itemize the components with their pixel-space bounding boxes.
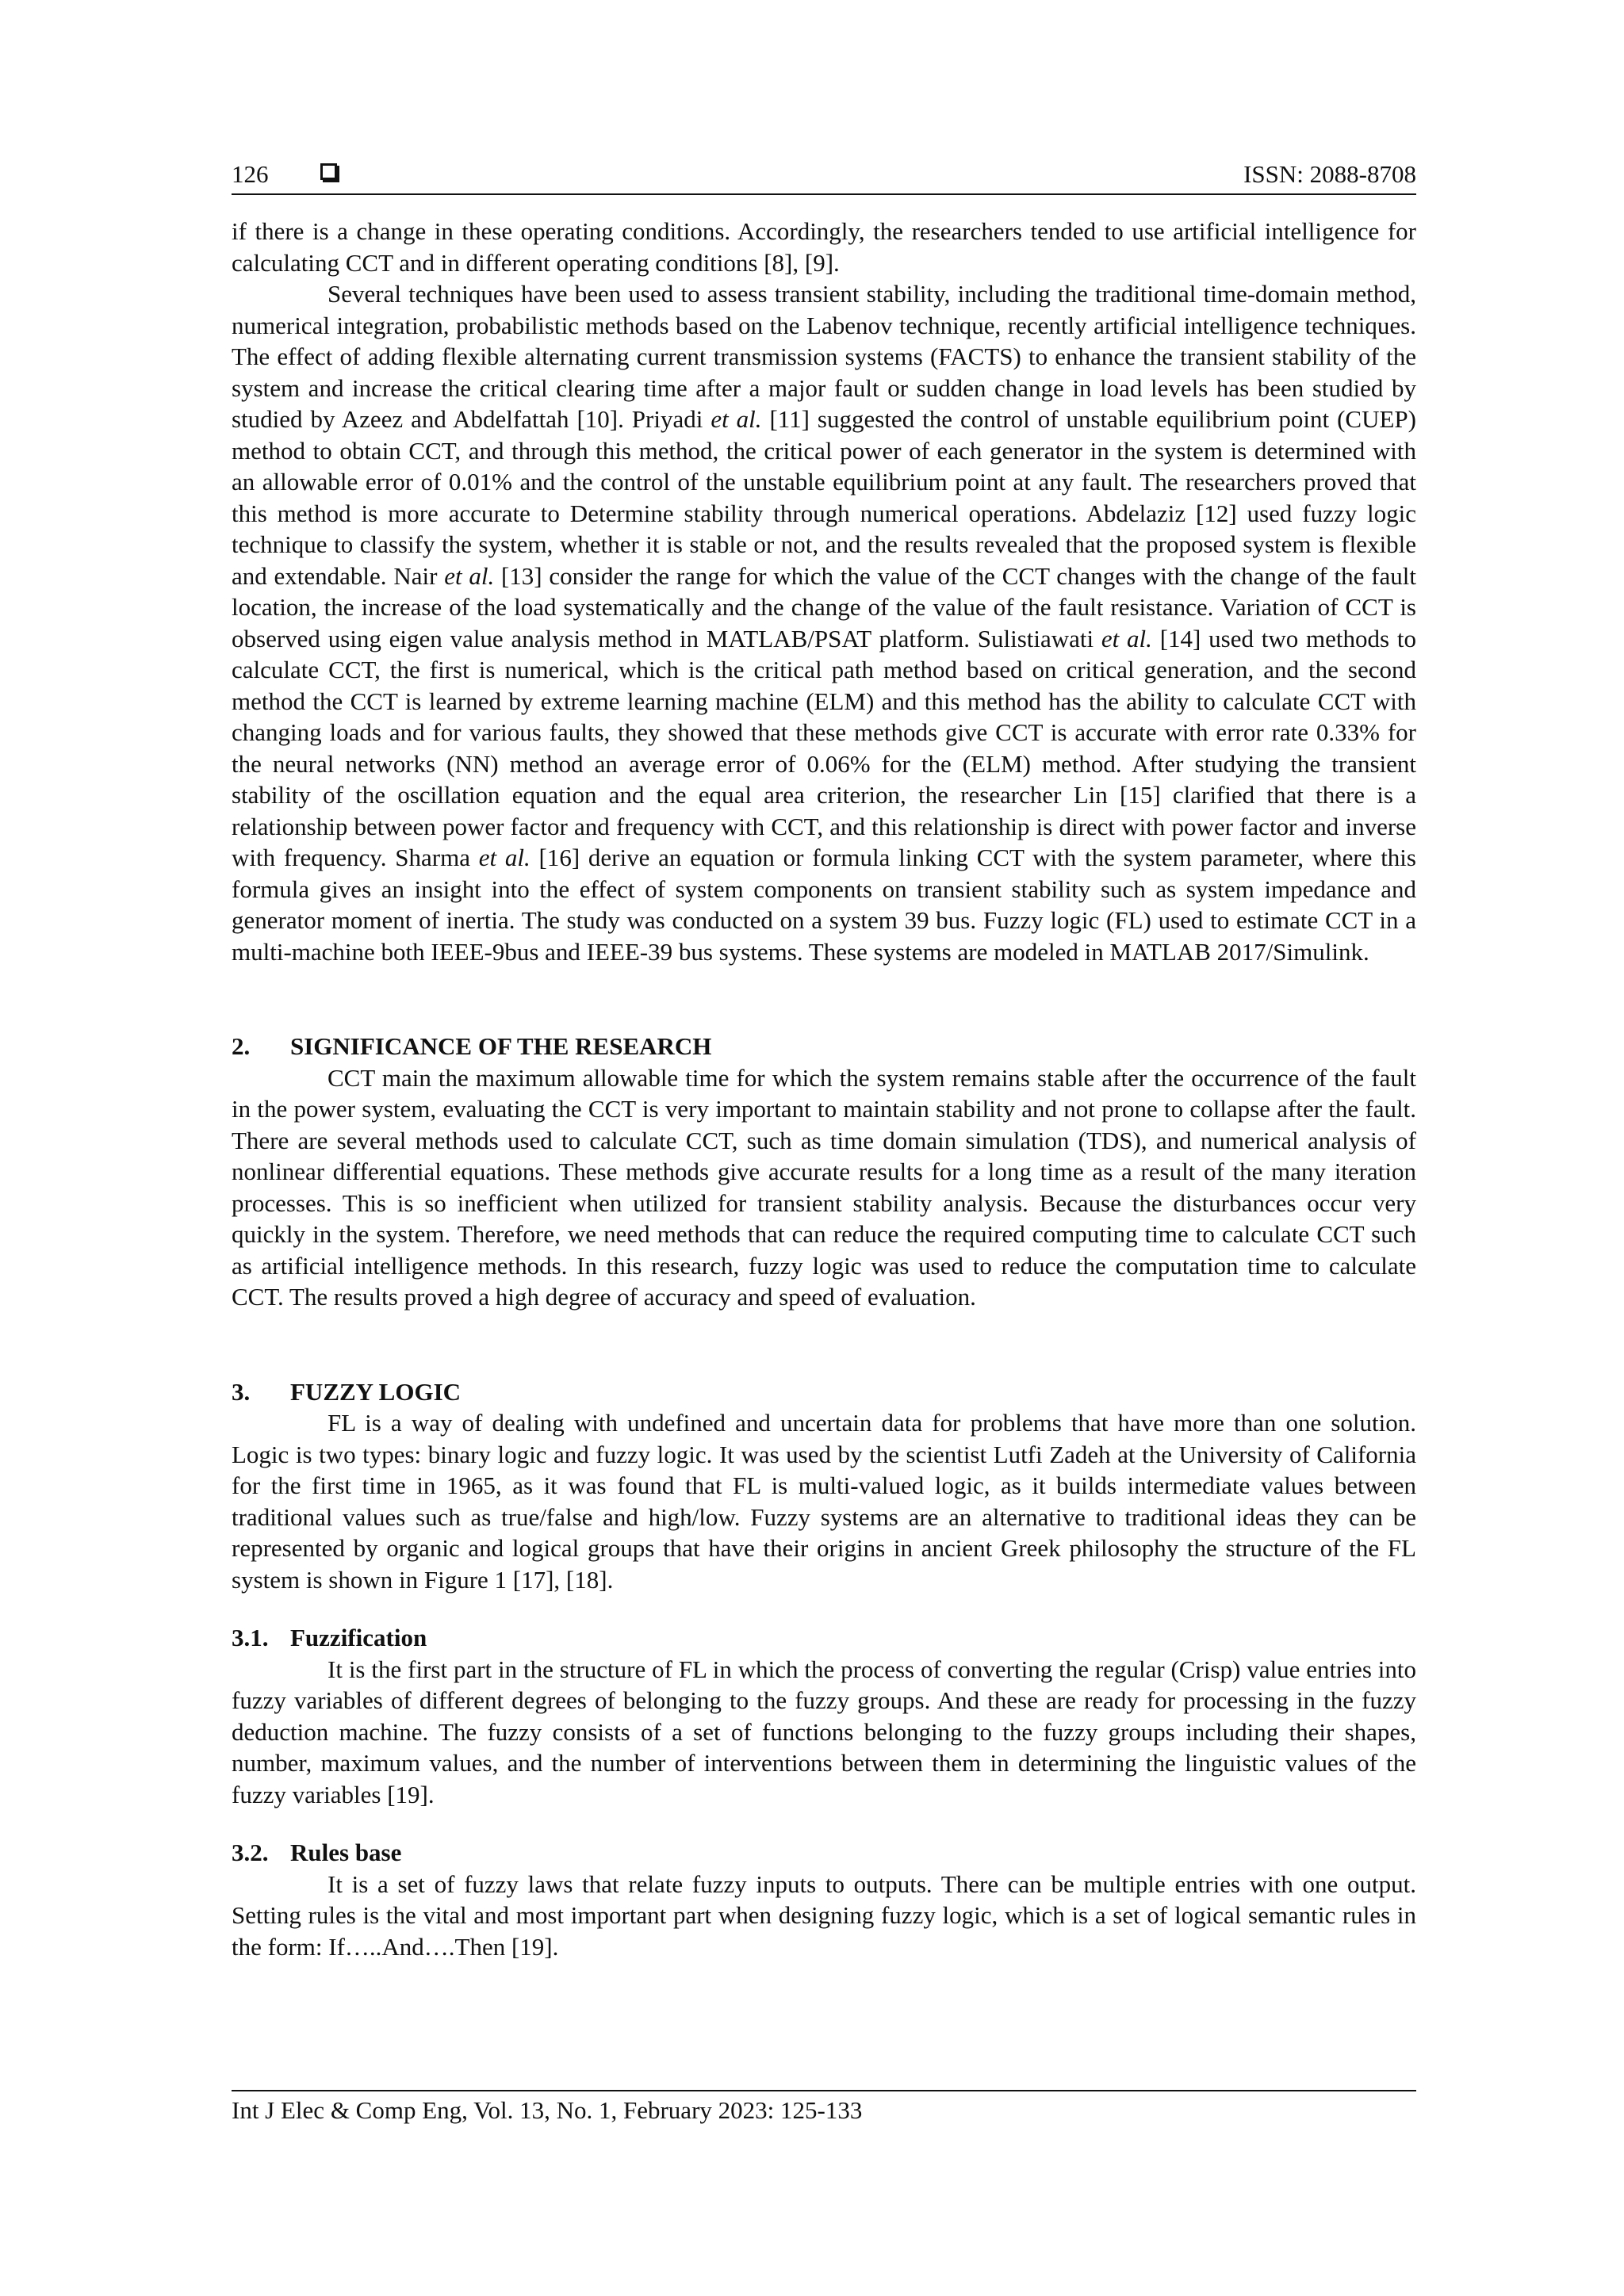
- subsection-number: 3.1.: [232, 1624, 269, 1651]
- page-footer: Int J Elec & Comp Eng, Vol. 13, No. 1, February 2023: 125-133: [232, 2096, 863, 2124]
- intro-paragraph-2: [232, 278, 1416, 967]
- checkbox-square-icon: [320, 163, 337, 180]
- text-run: [16] derive an equation or formula linking CCT with the system parameter, where this formula gives an insight into the effect of system components on transient stability such as system impedance and generator moment of inertia. The study was conducted on a system 39 bus. Fuzzy logic (FL) used to estimate CCT in a multi-machine both IEEE-9bus and IEEE-39 bus systems. These systems are modeled in MATLAB 2017/Simulink.: [232, 844, 1416, 966]
- header-rule: [232, 193, 1416, 195]
- section-title: SIGNIFICANCE OF THE RESEARCH: [290, 1032, 712, 1060]
- italic-et-al: et al.: [478, 844, 530, 871]
- section-title: FUZZY LOGIC: [290, 1377, 462, 1406]
- text-run: [14] used two methods to calculate CCT, the first is numerical, which is the critical path method based on critical generation, and the second method the CCT is learned by extreme learning machine (ELM) and this method has the ability to calculate CCT with changing loads and for various faults, they showed that these methods give CCT is accurate with error rate 0.33% for the neural networks (NN) method an average error of 0.06% for the (ELM) method. After studying the transient stability of the oscillation equation and the equal area criterion, the researcher Lin [15] clarified that there is a relationship between power factor and frequency with CCT, and this relationship is direct with power factor and inverse with frequency. Sharma: [232, 624, 1416, 871]
- text-run: [11] suggested the control of unstable equilibrium point (CUEP) method to obtain CCT, and through this method, the critical power of each generator in the system is determined with an allowable error of 0.01% and the control of the unstable equilibrium point at any fault. The researchers proved that this method is more accurate to Determine stability through numerical operations. Abdelaziz [12] used fuzzy logic technique to classify the system, whether it is stable or not, and the results revealed that the proposed system is flexible and extendable. Nair: [232, 405, 1416, 590]
- subsection-3-2-heading: [232, 1837, 1416, 1869]
- issn-label: ISSN: 2088-8708: [1243, 160, 1416, 188]
- article-body: [232, 216, 1416, 1962]
- subsection-title: Fuzzification: [290, 1624, 427, 1651]
- intro-paragraph-1: if there is a change in these operating conditions. Accordingly, the researchers tended to use artificial intelligence for calculating CCT and in different operating conditions [8], [9].: [232, 217, 1416, 277]
- subsection-3-1-heading: [232, 1622, 1416, 1654]
- subsection-3-1-paragraph: It is the first part in the structure of FL in which the process of converting the regular (Crisp) value entries into fuzzy variables of different degrees of belonging to the fuzzy groups. And these are ready for processing in the fuzzy deduction machine. The fuzzy consists of a set of functions belonging to the fuzzy groups including their shapes, number, maximum values, and the number of interventions between them in determining the linguistic values of the fuzzy variables [19].: [232, 1655, 1416, 1808]
- section-number: 3.: [232, 1377, 251, 1406]
- footer-rule: [232, 2090, 1416, 2091]
- subsection-title: Rules base: [290, 1839, 402, 1866]
- italic-et-al: et al.: [444, 561, 495, 590]
- subsection-number: 3.2.: [232, 1839, 269, 1866]
- section-number: 2.: [232, 1032, 251, 1060]
- subsection-3-2-paragraph: It is a set of fuzzy laws that relate fuzzy inputs to outputs. There can be multiple entries with one output. Setting rules is the vital and most important part when designing fuzzy logic, which is a set of logical semantic rules in the form: If…..And….Then [19].: [232, 1869, 1416, 1961]
- text-run: Several techniques have been used to assess transient stability, including the traditional time-domain method, numerical integration, probabilistic methods based on the Labenov technique, recently artificial intelligence techniques. The effect of adding flexible alternating current transmission systems (FACTS) to enhance the transient stability of the system and increase the critical clearing time after a major fault or sudden change in load levels has been studied by studied by Azeez and Abdelfattah [10]. Priyadi: [232, 280, 1416, 433]
- text-run: [13] consider the range for which the value of the CCT changes with the change of the fault location, the increase of the load systematically and the change of the value of the fault resistance. Variation of CCT is observed using eigen value analysis method in MATLAB/PSAT platform. Sulistiawati: [232, 561, 1416, 652]
- page-header: [232, 154, 1416, 193]
- italic-et-al: et al.: [1101, 624, 1152, 652]
- section-2-heading: [232, 1031, 1416, 1062]
- section-3-paragraph: FL is a way of dealing with undefined and uncertain data for problems that have more than one solution. Logic is two types: binary logic and fuzzy logic. It was used by the scientist Lutfi Zadeh at the University of California for the first time in 1965, as it was found that FL is multi-valued logic, as it builds intermediate values between traditional values such as true/false and high/low. Fuzzy systems are an alternative to traditional ideas they can be represented by organic and logical groups that have their origins in ancient Greek philosophy the structure of the FL system is shown in Figure 1 [17], [18].: [232, 1409, 1416, 1594]
- italic-et-al: et al.: [710, 405, 762, 433]
- section-3-heading: [232, 1376, 1416, 1408]
- page-number: 126: [232, 160, 269, 188]
- section-2-paragraph: CCT main the maximum allowable time for which the system remains stable after the occurrence of the fault in the power system, evaluating the CCT is very important to maintain stability and not prone to collapse after the fault. There are several methods used to calculate CCT, such as time domain simulation (TDS), and numerical analysis of nonlinear differential equations. These methods give accurate results for a long time as a result of the many iteration processes. This is so inefficient when utilized for transient stability analysis. Because the disturbances occur very quickly in the system. Therefore, we need methods that can reduce the required computing time to calculate CCT such as artificial intelligence methods. In this research, fuzzy logic was used to reduce the computation time to calculate CCT. The results proved a high degree of accuracy and speed of evaluation.: [232, 1063, 1416, 1311]
